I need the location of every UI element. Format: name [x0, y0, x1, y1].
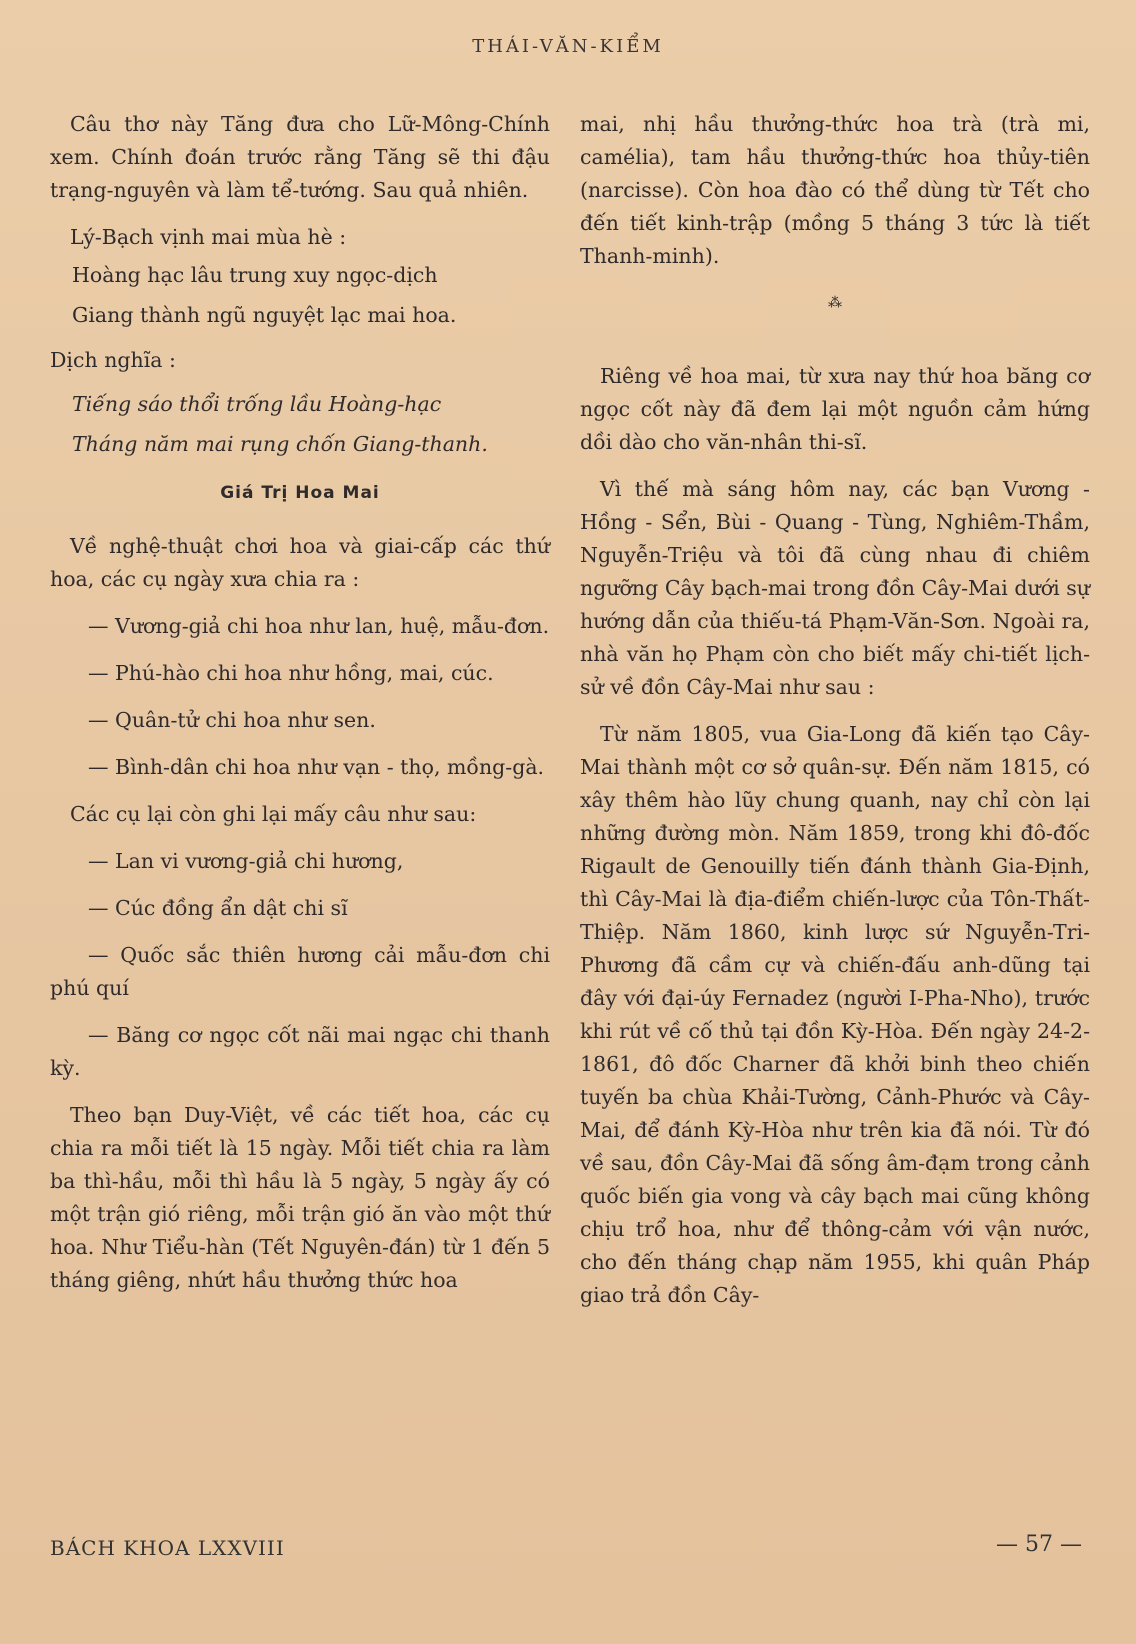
right-column — [580, 108, 1090, 1326]
paragraph: Riêng về hoa mai, từ xưa nay thứ hoa băng cơ ngọc cốt này đã đem lại một nguồn cảm hứng dồi dào cho văn-nhân thi-sĩ. — [580, 364, 1090, 454]
poem-line: Hoàng hạc lâu trung xuy ngọc-dịch — [72, 263, 438, 287]
translation-label: Dịch nghĩa : — [50, 348, 176, 372]
paragraph: Từ năm 1805, vua Gia-Long đã kiến tạo Cây-Mai thành một cơ sở quân-sự. Đến năm 1815, có xây thêm hào lũy chung quanh, nay chỉ còn lại những đường mòn. Năm 1859, trong khi đô-đốc Rigault de Genouilly tiến đánh thành Gia-Định, thì Cây-Mai là địa-điểm chiến-lược của Tôn-Thất-Thiệp. Năm 1860, kinh lược sứ Nguyễn-Tri-Phương đã cầm cự và chiến-đấu anh-dũng tại đây với đại-úy Fernadez (người I-Pha-Nho), trước khi rút về cố thủ tại đồn Kỳ-Hòa. Đến ngày 24-2-1861, đô đốc Charner đã khởi binh theo chiến tuyến ba chùa Khải-Tường, Cảnh-Phước và Cây-Mai, để đánh Kỳ-Hòa như trên kia đã nói. Từ đó về sau, đồn Cây-Mai đã sống âm-đạm trong cảnh quốc biến gia vong và cây bạch mai cũng không chịu trổ hoa, như để thông-cảm với vận nước, cho đến tháng chạp năm 1955, khi quân Pháp giao trả đồn Cây- — [580, 722, 1090, 1307]
list-item: — Băng cơ ngọc cốt nãi mai ngạc chi thanh kỳ. — [50, 1023, 550, 1080]
section-heading: Giá Trị Hoa Mai — [220, 483, 380, 503]
paragraph: Câu thơ này Tăng đưa cho Lữ-Mông-Chính xem. Chính đoán trước rằng Tăng sẽ thi đậu trạng-nguyên và làm tể-tướng. Sau quả nhiên. — [50, 112, 550, 202]
list-item: — Quốc sắc thiên hương cải mẫu-đơn chi phú quí — [50, 943, 550, 1000]
paragraph: Lý-Bạch vịnh mai mùa hè : — [70, 225, 347, 249]
page-number: — 57 — — [996, 1532, 1082, 1557]
paragraph: Các cụ lại còn ghi lại mấy câu như sau: — [70, 802, 477, 826]
poem-line: Giang thành ngũ nguyệt lạc mai hoa. — [72, 303, 457, 327]
paragraph: Vì thế mà sáng hôm nay, các bạn Vương - Hồng - Sển, Bùi - Quang - Tùng, Nghiêm-Thầm, Nguyễn-Triệu và tôi đã cùng nhau đi chiêm ngưỡng Cây bạch-mai trong đồn Cây-Mai dưới sự hướng dẫn của thiếu-tá Phạm-Văn-Sơn. Ngoài ra, nhà văn họ Phạm còn cho biết mấy chi-tiết lịch-sử về đồn Cây-Mai như sau : — [580, 477, 1090, 699]
list-item: — Cúc đồng ẩn dật chi sĩ — [88, 896, 348, 920]
list-item: — Lan vi vương-giả chi hương, — [88, 849, 404, 873]
poem-translation-line: Tháng năm mai rụng chốn Giang-thanh. — [72, 432, 488, 456]
left-column — [50, 108, 550, 1311]
list-item: — Bình-dân chi hoa như vạn - thọ, mồng-gà. — [88, 755, 545, 779]
paragraph: Theo bạn Duy-Việt, về các tiết hoa, các cụ chia ra mỗi tiết là 15 ngày. Mỗi tiết chia ra làm ba thì-hầu, mỗi thì hầu là 5 ngày, 5 ngày ấy có một trận gió riêng, mỗi trận gió ăn vào một thứ hoa. Như Tiểu-hàn (Tết Nguyên-đán) từ 1 đến 5 tháng giêng, nhứt hầu thưởng thức hoa — [50, 1103, 550, 1292]
list-item: — Quân-tử chi hoa như sen. — [88, 708, 376, 732]
paragraph: mai, nhị hầu thưởng-thức hoa trà (trà mi, camélia), tam hầu thưởng-thức hoa thủy-tiên (narcisse). Còn hoa đào có thể dùng từ Tết cho đến tiết kinh-trập (mồng 5 tháng 3 tức là tiết Thanh-minh). — [580, 112, 1090, 268]
list-item: — Vương-giả chi hoa như lan, huệ, mẫu-đơn. — [88, 614, 550, 638]
list-item: — Phú-hào chi hoa như hồng, mai, cúc. — [88, 661, 494, 685]
section-separator: ⁂ — [828, 295, 842, 311]
running-head: THÁI-VĂN-KIỂM — [472, 36, 664, 57]
paragraph: Về nghệ-thuật chơi hoa và giai-cấp các thứ hoa, các cụ ngày xưa chia ra : — [50, 534, 550, 591]
journal-footer: BÁCH KHOA LXXVIII — [50, 1536, 285, 1560]
poem-translation-line: Tiếng sáo thổi trống lầu Hoàng-hạc — [72, 392, 442, 416]
